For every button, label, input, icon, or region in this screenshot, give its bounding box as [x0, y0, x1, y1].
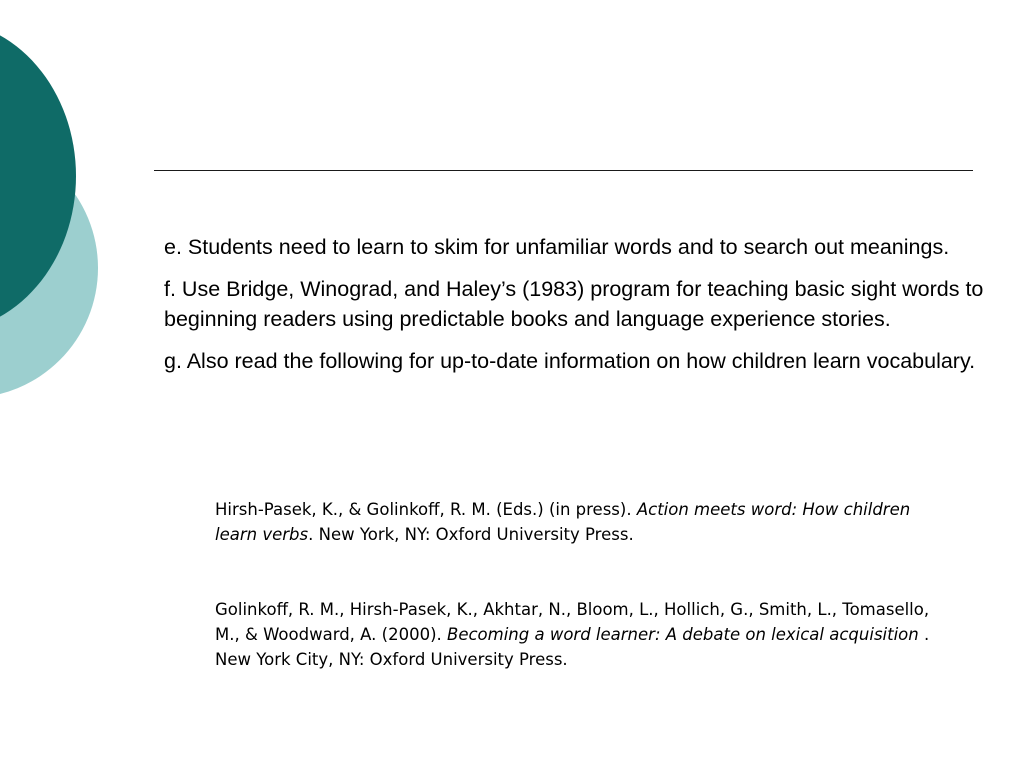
slide-body [164, 232, 986, 387]
paragraph-f: f. Use Bridge, Winograd, and Haley’s (1983) program for teaching basic sight words to beginning readers using predictable books and language experience stories. [164, 276, 984, 331]
paragraph-e: e. Students need to learn to skim for unfamiliar words and to search out meanings. [164, 235, 950, 259]
reference-authors: Golinkoff, R. M., Hirsh-Pasek, K., Akhtar, N., Bloom, L., Hollich, G., Smith, L., Tomasello, M., & Woodward, A. (2000). [215, 600, 930, 644]
reference-publisher: . New York City, NY: Oxford University Press. [215, 625, 930, 669]
reference-list [215, 497, 955, 672]
reference-item [215, 597, 955, 672]
reference-authors: Hirsh-Pasek, K., & Golinkoff, R. M. (Eds.) (in press). [215, 500, 637, 519]
reference-publisher: . New York, NY: Oxford University Press. [308, 525, 634, 544]
paragraph-g: g. Also read the following for up-to-date information on how children learn vocabulary. [164, 348, 976, 373]
reference-item [215, 497, 955, 547]
reference-title: Becoming a word learner: A debate on lexical acquisition [447, 625, 919, 644]
reference-title: Action meets word: How children learn verbs [215, 500, 911, 544]
title-divider [154, 170, 973, 171]
